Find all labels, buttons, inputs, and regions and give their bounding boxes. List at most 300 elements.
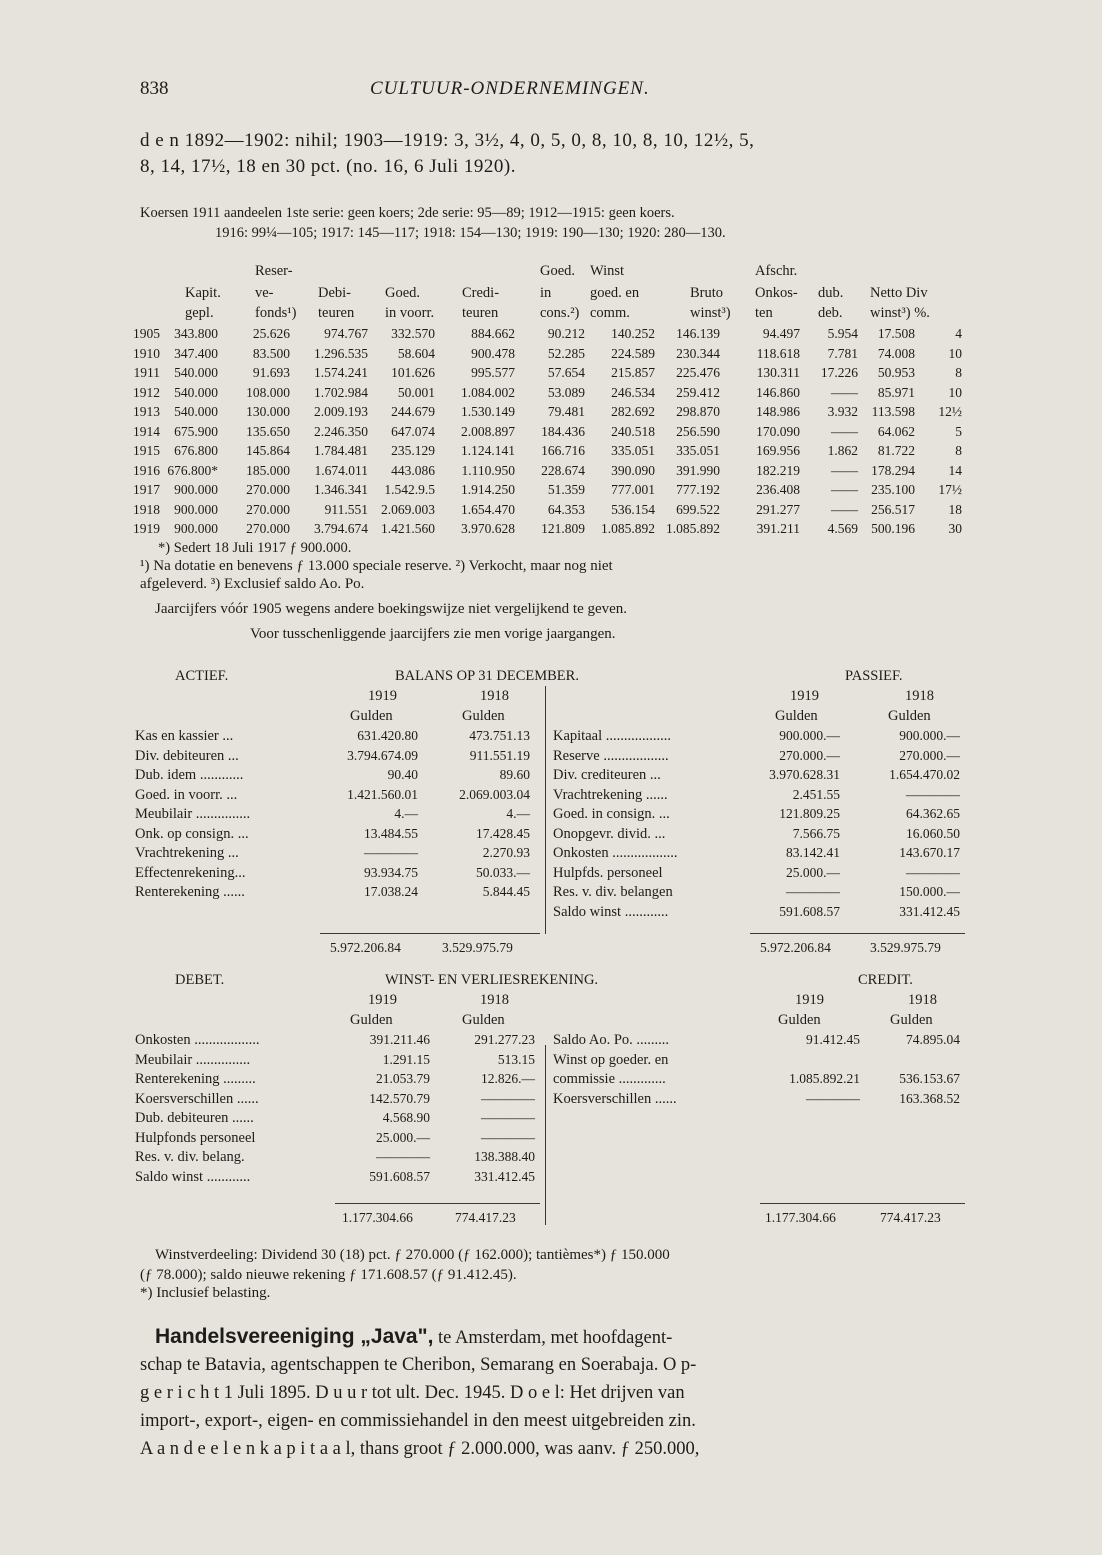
winst-left-value-1919: 1.291.15 — [382, 1051, 430, 1067]
stats-cell: 10 — [948, 345, 962, 361]
balans-left-label: Renterekening ...... — [135, 884, 245, 900]
balans-left-label: Vrachtrekening ... — [135, 845, 239, 861]
stats-header-cell: teuren — [462, 305, 499, 321]
stats-year: 1905 — [133, 326, 160, 341]
winst-left-value-1918: 12.826.— — [481, 1071, 535, 1086]
stats-cell: 335.051 — [611, 443, 655, 458]
winst-right-title: CREDIT. — [858, 972, 913, 988]
balans-left-value-1918: 17.428.45 — [476, 825, 530, 841]
stats-cell: 240.518 — [611, 423, 655, 439]
stats-header-cell: Afschr. — [755, 263, 798, 279]
balans-year-1: 1919 — [368, 688, 397, 704]
winst-left-label: Res. v. div. belang. — [135, 1149, 245, 1165]
stats-cell: 974.767 — [324, 326, 368, 341]
winst-year-1: 1919 — [368, 992, 397, 1008]
stats-cell: 347.400 — [174, 345, 218, 361]
balans-left-value-1918: 911.551.19 — [469, 747, 530, 763]
stats-cell: 64.062 — [877, 423, 915, 439]
stats-cell: 390.090 — [611, 462, 655, 478]
stats-cell: 676.800* — [167, 462, 218, 478]
stats-cell: 140.252 — [611, 326, 655, 341]
stats-cell: 184.436 — [541, 423, 585, 439]
stats-cell: 14 — [948, 462, 962, 478]
stats-cell: 121.809 — [541, 521, 585, 536]
stats-cell: 1.702.984 — [314, 384, 368, 400]
winst-right-total-2: 774.417.23 — [880, 1210, 941, 1225]
balans-right-label: Vrachtrekening ...... — [553, 786, 668, 803]
balans-right-value-1919: 2.451.55 — [792, 786, 840, 802]
stats-cell: 3.794.674 — [314, 521, 368, 536]
stats-cell: 270.000 — [246, 501, 290, 517]
balans-divider — [545, 686, 546, 934]
page-title: CULTUUR-ONDERNEMINGEN. — [370, 78, 650, 99]
balans-left-value-1919: 1.421.560.01 — [347, 786, 418, 802]
balans-right-value-1919: 3.970.628.31 — [769, 767, 840, 782]
stats-cell: 235.100 — [871, 482, 915, 497]
stats-cell: 146.860 — [756, 384, 800, 400]
winst-left-total-1: 1.177.304.66 — [342, 1210, 413, 1225]
winst-left-label: Onkosten .................. — [135, 1032, 260, 1048]
stats-cell: 647.074 — [391, 423, 435, 439]
stats-header-cell: ten — [755, 305, 773, 321]
stats-header-cell: comm. — [590, 305, 630, 321]
stats-cell: 443.086 — [391, 462, 435, 478]
stats-cell: 52.285 — [547, 345, 585, 361]
winst-right-label: Koersverschillen ...... — [553, 1090, 677, 1107]
balans-left-total-rule — [320, 933, 540, 934]
stats-header-cell: Onkos- — [755, 285, 798, 301]
stats-cell: 884.662 — [471, 326, 515, 341]
stats-cell: 1.862 — [827, 443, 858, 458]
stats-cell: 1.574.241 — [314, 365, 368, 380]
stats-cell: 230.344 — [676, 345, 720, 361]
balans-unit-2: Gulden — [462, 708, 505, 724]
stats-header-cell: winst³) — [690, 305, 731, 321]
balans-left-value-1919: 17.038.24 — [364, 884, 418, 899]
stats-cell: 57.654 — [547, 365, 585, 380]
balans-left-value-1918: 5.844.45 — [482, 884, 530, 899]
winst-left-value-1918: ———— — [481, 1129, 535, 1145]
balans-right-title: PASSIEF. — [845, 668, 903, 684]
stats-cell: 169.956 — [756, 443, 800, 458]
stats-cell: 79.481 — [547, 404, 585, 419]
winst-right-label: commissie ............. — [553, 1071, 666, 1087]
balans-left-label: Div. debiteuren ... — [135, 747, 239, 764]
balans-right-value-1918: 1.654.470.02 — [889, 767, 960, 782]
stats-cell: 113.598 — [871, 404, 915, 419]
balans-right-value-1918: ———— — [906, 864, 960, 880]
winst-right-value-1919: 91.412.45 — [806, 1032, 860, 1047]
winst-left-value-1919: 591.608.57 — [369, 1168, 430, 1184]
balans-right-value-1918: 900.000.— — [899, 728, 960, 743]
note-3: Voor tusschenliggende jaarcijfers zie men vorige jaargangen. — [250, 626, 616, 642]
stats-cell: 4 — [955, 326, 962, 341]
stats-cell: 1.784.481 — [314, 443, 368, 458]
stats-cell: —— — [831, 482, 858, 497]
winst-left-value-1918: ———— — [481, 1110, 535, 1125]
stats-header-cell: in — [540, 285, 552, 301]
winst-unit-4: Gulden — [890, 1012, 933, 1028]
balans-right-label: Onkosten .................. — [553, 845, 678, 861]
stats-year: 1916 — [133, 462, 160, 478]
stats-cell: 4.569 — [827, 521, 858, 536]
balans-right-value-1918: 270.000.— — [899, 747, 960, 763]
stats-header-cell: goed. en — [590, 285, 640, 301]
stats-cell: 74.008 — [877, 345, 915, 361]
balans-left-label: Meubilair ............... — [135, 806, 251, 822]
stats-header-cell: Credi- — [462, 285, 500, 301]
dividends-line-2: 8, 14, 17½, 18 en 30 pct. (no. 16, 6 Juli 1920). — [140, 156, 517, 177]
stats-cell: 1.124.141 — [461, 443, 515, 458]
stats-cell: 53.089 — [547, 384, 585, 400]
stats-cell: 51.359 — [547, 482, 585, 497]
note-2: Jaarcijfers vóór 1905 wegens andere boekingswijze niet vergelijkend te geven. — [155, 601, 628, 617]
stats-cell: 64.353 — [547, 501, 585, 517]
stats-header-cell: Kapit. — [185, 285, 221, 301]
stats-cell: 911.551 — [324, 501, 368, 517]
dividends-line-1: d e n 1892—1902: nihil; 1903—1919: 3, 3½, 4, 0, 5, 0, 8, 10, 8, 10, 12½, 5, — [140, 130, 755, 151]
balans-unit-4: Gulden — [888, 708, 931, 724]
stats-header-cell: deb. — [818, 305, 843, 321]
stats-cell: 5.954 — [827, 326, 858, 341]
stats-cell: 12½ — [938, 404, 962, 419]
stats-cell: 270.000 — [246, 482, 290, 497]
balans-left-value-1919: 3.794.674.09 — [347, 747, 418, 763]
stats-cell: 148.986 — [756, 404, 800, 419]
balans-right-total-1: 5.972.206.84 — [760, 940, 831, 955]
stats-cell: 182.219 — [756, 462, 800, 478]
stats-cell: —— — [831, 462, 858, 478]
stats-header-cell: cons.²) — [540, 305, 580, 321]
balans-left-value-1918: 89.60 — [499, 767, 530, 782]
stats-cell: 1.542.9.5 — [384, 482, 435, 497]
balans-right-value-1919: 7.566.75 — [792, 825, 840, 841]
balans-right-value-1919: 25.000.— — [786, 864, 840, 880]
balans-right-label: Goed. in consign. ... — [553, 806, 670, 822]
stats-cell: 108.000 — [246, 384, 290, 400]
stats-cell: 332.570 — [391, 326, 435, 341]
stats-cell: 17.508 — [877, 326, 915, 341]
stats-cell: 170.090 — [756, 423, 800, 439]
java-line-2: schap te Batavia, agentschappen te Cheribon, Semarang en Soerabaja. O p- — [140, 1355, 697, 1375]
stats-cell: 2.009.193 — [314, 404, 368, 419]
stats-cell: 1.654.470 — [461, 501, 515, 517]
balans-right-label: Kapitaal .................. — [553, 728, 671, 744]
stats-cell: 1.914.250 — [461, 482, 515, 497]
winst-right-label: Winst op goeder. en — [553, 1051, 669, 1068]
balans-left-label: Onk. op consign. ... — [135, 825, 249, 842]
balans-left-label: Dub. idem ............ — [135, 767, 244, 783]
stats-header-cell: in voorr. — [385, 305, 435, 321]
stats-header-cell: ve- — [255, 285, 274, 301]
winst-unit-1: Gulden — [350, 1012, 393, 1028]
stats-cell: 130.311 — [756, 365, 800, 380]
stats-cell: 777.192 — [676, 482, 720, 497]
stats-cell: 391.990 — [676, 462, 720, 478]
balans-right-value-1919: 591.608.57 — [779, 903, 840, 919]
stats-cell: 228.674 — [541, 462, 585, 478]
winst-right-value-1918: 74.895.04 — [906, 1032, 960, 1047]
stats-cell: 146.139 — [676, 326, 720, 341]
stats-cell: 118.618 — [756, 345, 800, 361]
balans-left-total-1: 5.972.206.84 — [330, 940, 401, 955]
balans-right-label: Onopgevr. divid. ... — [553, 825, 666, 842]
balans-year-2: 1918 — [480, 688, 509, 704]
winst-left-value-1919: 21.053.79 — [376, 1071, 430, 1086]
stats-cell: 343.800 — [174, 326, 218, 341]
stats-cell: 50.953 — [877, 365, 915, 380]
stats-header-cell: winst³) %. — [870, 305, 930, 321]
stats-year: 1911 — [133, 365, 160, 380]
stats-cell: 246.534 — [611, 384, 655, 400]
stats-cell: 185.000 — [246, 462, 290, 478]
stats-cell: 536.154 — [611, 501, 655, 517]
balans-right-value-1919: 900.000.— — [779, 728, 840, 743]
stats-year: 1912 — [133, 384, 160, 400]
stats-cell: 5 — [955, 423, 962, 439]
winst-left-value-1919: ———— — [376, 1149, 430, 1164]
stats-year: 1915 — [133, 443, 160, 458]
winst-title: WINST- EN VERLIESREKENING. — [385, 972, 599, 988]
winst-year-2-right: 1918 — [908, 992, 937, 1008]
balans-right-value-1918: 143.670.17 — [899, 845, 960, 860]
stats-cell: 540.000 — [174, 384, 218, 400]
stats-header-cell: Winst — [590, 263, 625, 279]
stats-cell: 1.421.560 — [381, 521, 435, 536]
stats-cell: 1.530.149 — [461, 404, 515, 419]
stats-header-cell: dub. — [818, 285, 844, 301]
stats-cell: 244.679 — [391, 404, 435, 419]
winst-unit-3: Gulden — [778, 1012, 821, 1028]
balans-title: BALANS OP 31 DECEMBER. — [395, 668, 579, 684]
stats-header-cell: teuren — [318, 305, 355, 321]
winst-left-value-1919: 391.211.46 — [369, 1032, 430, 1047]
java-line-4: import-, export-, eigen- en commissiehandel in den meest uitgebreiden zin. — [140, 1411, 696, 1431]
winst-left-value-1918: 291.277.23 — [474, 1032, 535, 1047]
stats-year: 1910 — [133, 345, 160, 361]
winst-divider — [545, 1045, 546, 1225]
balans-left-value-1918: 2.069.003.04 — [459, 786, 530, 802]
balans-unit-3: Gulden — [775, 708, 818, 724]
stats-header-cell: Goed. — [540, 263, 576, 279]
java-line-3: g e r i c h t 1 Juli 1895. D u u r tot ult. Dec. 1945. D o e l: Het drijven van — [140, 1383, 685, 1403]
stats-cell: 282.692 — [611, 404, 655, 419]
stats-cell: 675.900 — [174, 423, 218, 439]
balans-right-value-1918: 150.000.— — [899, 884, 960, 899]
stats-cell: 540.000 — [174, 404, 218, 419]
stats-cell: 1.110.950 — [461, 462, 515, 478]
stats-cell: 270.000 — [246, 521, 290, 536]
winstverdeeling-line-2: (ƒ 78.000); saldo nieuwe rekening ƒ 171.608.57 (ƒ 91.412.45). — [140, 1267, 517, 1283]
stats-cell: 2.008.897 — [461, 423, 515, 439]
balans-left-label: Effectenrekening... — [135, 864, 246, 881]
balans-left-value-1919: 4.— — [394, 806, 418, 821]
balans-year-2-right: 1918 — [905, 688, 934, 704]
balans-right-total-2: 3.529.975.79 — [870, 940, 941, 955]
stats-cell: 291.277 — [756, 501, 800, 517]
winstverdeeling-line-1: Winstverdeeling: Dividend 30 (18) pct. ƒ 270.000 (ƒ 162.000); tantièmes*) ƒ 150.000 — [155, 1247, 670, 1263]
note-1b: afgeleverd. ³) Exclusief saldo Ao. Po. — [140, 576, 365, 592]
stats-year: 1917 — [133, 482, 160, 497]
stats-header-cell: Goed. — [385, 285, 421, 301]
winst-left-label: Meubilair ............... — [135, 1051, 251, 1068]
stats-cell: 18 — [948, 501, 962, 517]
balans-right-value-1919: 270.000.— — [779, 747, 840, 763]
stats-cell: 900.000 — [174, 501, 218, 517]
stats-cell: 676.800 — [174, 443, 218, 458]
note-star: *) Sedert 18 Juli 1917 ƒ 900.000. — [158, 540, 352, 556]
winst-year-2: 1918 — [480, 992, 509, 1008]
winst-left-value-1918: 331.412.45 — [474, 1168, 535, 1184]
stats-cell: 2.069.003 — [381, 501, 435, 517]
stats-cell: 900.000 — [174, 521, 218, 536]
stats-year: 1918 — [133, 501, 160, 517]
java-line-5: A a n d e e l e n k a p i t a a l, thans groot ƒ 2.000.000, was aanv. ƒ 250.000, — [140, 1439, 700, 1459]
stats-cell: 777.001 — [611, 482, 655, 497]
stats-cell: 256.590 — [676, 423, 720, 439]
stats-cell: 91.693 — [252, 365, 290, 380]
stats-cell: 85.971 — [877, 384, 915, 400]
stats-cell: 50.001 — [397, 384, 435, 400]
note-1a: ¹) Na dotatie en benevens ƒ 13.000 speciale reserve. ²) Verkocht, maar nog niet — [140, 558, 613, 574]
winst-year-1-right: 1919 — [795, 992, 824, 1008]
stats-cell: 1.296.535 — [314, 345, 368, 361]
stats-cell: 7.781 — [827, 345, 858, 361]
stats-cell: 101.626 — [391, 365, 435, 380]
stats-cell: 1.084.002 — [461, 384, 515, 400]
stats-cell: 500.196 — [871, 521, 915, 536]
stats-year: 1919 — [133, 521, 160, 536]
winst-right-value-1919: 1.085.892.21 — [789, 1071, 860, 1086]
stats-cell: 17.226 — [820, 365, 858, 380]
winst-left-value-1919: 142.570.79 — [369, 1090, 430, 1106]
winst-unit-2: Gulden — [462, 1012, 505, 1028]
stats-cell: 166.716 — [541, 443, 585, 458]
stats-cell: 1.346.341 — [314, 482, 368, 497]
balans-left-total-2: 3.529.975.79 — [442, 940, 513, 955]
balans-left-value-1919: ———— — [364, 845, 418, 860]
stats-cell: 1.085.892 — [666, 521, 720, 536]
stats-cell: 10 — [948, 384, 962, 400]
winst-left-label: Dub. debiteuren ...... — [135, 1110, 254, 1126]
balans-left-value-1918: 4.— — [506, 806, 530, 821]
stats-cell: 58.604 — [397, 345, 435, 361]
balans-left-value-1918: 2.270.93 — [482, 845, 530, 860]
stats-cell: 225.476 — [676, 365, 720, 380]
winst-left-title: DEBET. — [175, 972, 225, 988]
stats-cell: 298.870 — [676, 404, 720, 419]
balans-right-label: Saldo winst ............ — [553, 903, 669, 920]
stats-cell: —— — [831, 423, 858, 439]
balans-left-label: Goed. in voorr. ... — [135, 786, 238, 803]
stats-cell: 259.412 — [676, 384, 720, 400]
stats-cell: 135.650 — [246, 423, 290, 439]
stats-cell: 699.522 — [676, 501, 720, 517]
java-line-1-rest: te Amsterdam, met hoofdagent- — [433, 1328, 673, 1348]
stats-cell: —— — [831, 501, 858, 517]
stats-cell: 224.589 — [611, 345, 655, 361]
stats-cell: 236.408 — [756, 482, 800, 497]
balans-left-title: ACTIEF. — [175, 668, 229, 684]
stats-year: 1914 — [133, 423, 160, 439]
winst-right-total-rule — [760, 1203, 965, 1204]
winst-left-value-1918: 513.15 — [497, 1051, 535, 1067]
stats-cell: 3.932 — [827, 404, 858, 419]
stats-cell: 391.211 — [756, 521, 800, 536]
balans-right-value-1918: ———— — [906, 786, 960, 802]
stats-cell: 215.857 — [611, 365, 655, 380]
winst-left-value-1918: ———— — [481, 1090, 535, 1106]
stats-cell: 90.212 — [547, 326, 585, 341]
stats-cell: 1.085.892 — [601, 521, 655, 536]
winst-left-label: Hulpfonds personeel — [135, 1129, 256, 1146]
stats-cell: 81.722 — [877, 443, 915, 458]
stats-header-cell: gepl. — [185, 305, 214, 321]
stats-cell: 83.500 — [252, 345, 290, 361]
winst-right-total-1: 1.177.304.66 — [765, 1210, 836, 1225]
stats-cell: 30 — [948, 521, 962, 536]
koersen-line-2: 1916: 99¼—105; 1917: 145—117; 1918: 154—130; 1919: 190—130; 1920: 280—130. — [215, 225, 726, 241]
balans-year-1-right: 1919 — [790, 688, 819, 704]
balans-right-value-1919: 83.142.41 — [786, 845, 840, 860]
stats-cell: 3.970.628 — [461, 521, 515, 536]
winst-left-value-1919: 25.000.— — [376, 1129, 430, 1145]
balans-right-value-1919: ———— — [786, 884, 840, 899]
stats-cell: 178.294 — [871, 462, 915, 478]
java-line-1 — [155, 1325, 672, 1349]
balans-right-label: Res. v. div. belangen — [553, 884, 673, 900]
balans-right-value-1918: 16.060.50 — [906, 825, 960, 841]
stats-cell: 8 — [955, 443, 962, 458]
winst-left-total-2: 774.417.23 — [455, 1210, 516, 1225]
balans-right-label: Reserve .................. — [553, 747, 669, 764]
stats-header-cell: fonds¹) — [255, 305, 297, 321]
balans-left-label: Kas en kassier ... — [135, 728, 234, 744]
winst-left-label: Saldo winst ............ — [135, 1168, 251, 1185]
balans-left-value-1919: 93.934.75 — [364, 864, 418, 880]
stats-header-cell: Netto Div — [870, 285, 928, 301]
stats-cell: 8 — [955, 365, 962, 380]
balans-unit-1: Gulden — [350, 708, 393, 724]
winst-left-value-1919: 4.568.90 — [382, 1110, 430, 1125]
stats-cell: 130.000 — [246, 404, 290, 419]
stats-cell: 540.000 — [174, 365, 218, 380]
stats-cell: 25.626 — [252, 326, 290, 341]
balans-right-label: Hulpfds. personeel — [553, 864, 663, 881]
winst-left-label: Koersverschillen ...... — [135, 1090, 259, 1107]
balans-right-value-1919: 121.809.25 — [779, 806, 840, 821]
winst-right-value-1918: 536.153.67 — [899, 1071, 960, 1086]
balans-left-value-1918: 50.033.— — [476, 864, 530, 880]
winst-left-total-rule — [335, 1203, 540, 1204]
stats-header-cell: Debi- — [318, 285, 352, 301]
koersen-line-1: Koersen 1911 aandeelen 1ste serie: geen koers; 2de serie: 95—89; 1912—1915: geen koers. — [140, 205, 675, 221]
winst-right-value-1918: 163.368.52 — [899, 1090, 960, 1106]
stats-year: 1913 — [133, 404, 160, 419]
stats-cell: 2.246.350 — [314, 423, 368, 439]
balans-left-value-1919: 90.40 — [387, 767, 418, 782]
balans-right-value-1918: 331.412.45 — [899, 903, 960, 919]
stats-header-cell: Bruto — [690, 285, 724, 301]
balans-right-value-1918: 64.362.65 — [906, 806, 960, 821]
winst-right-label: Saldo Ao. Po. ......... — [553, 1032, 670, 1048]
stats-cell: 995.577 — [471, 365, 515, 380]
winst-left-value-1918: 138.388.40 — [474, 1149, 535, 1164]
stats-cell: 900.000 — [174, 482, 218, 497]
stats-cell: —— — [831, 384, 858, 400]
winst-left-label: Renterekening ......... — [135, 1071, 256, 1087]
stats-cell: 1.674.011 — [314, 462, 368, 478]
